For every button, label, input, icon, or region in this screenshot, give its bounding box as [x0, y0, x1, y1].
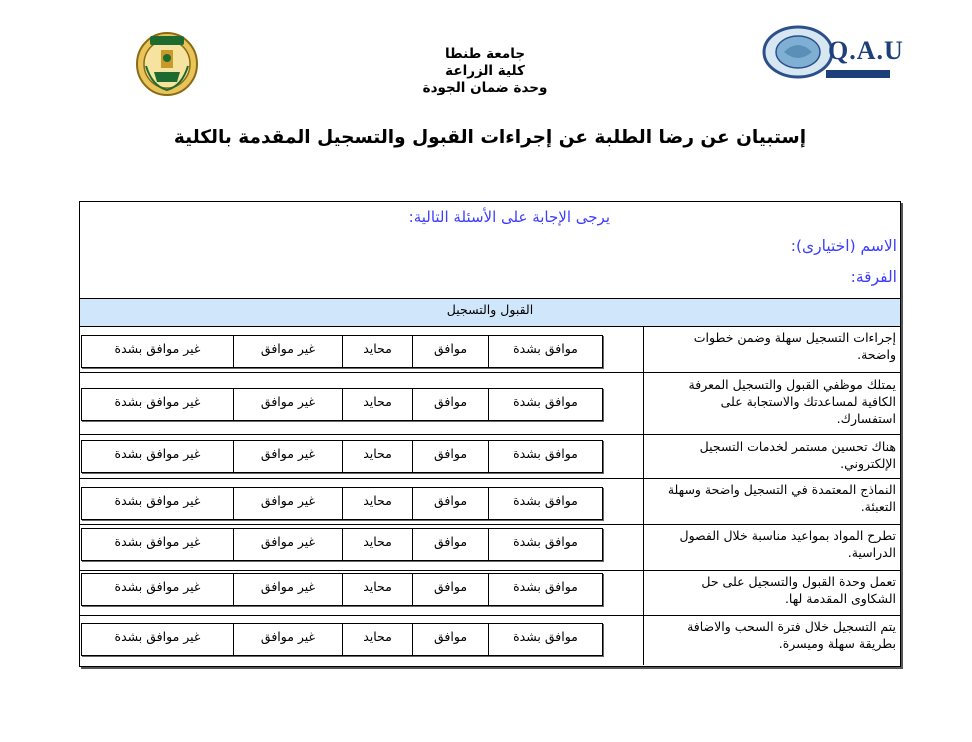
rating-option[interactable]: موافق بشدة — [488, 441, 602, 472]
question-text: يتم التسجيل خلال فترة السحب والاضافة بطريقة سهلة وميسرة. — [687, 619, 896, 651]
rating-options — [81, 388, 603, 421]
rating-option[interactable]: غير موافق بشدة — [114, 629, 201, 644]
question-divider — [643, 615, 644, 665]
rating-option[interactable]: غير موافق — [233, 336, 342, 367]
question-text: النماذج المعتمدة في التسجيل واضحة وسهلة التعبئة. — [667, 482, 896, 514]
question-divider — [643, 372, 644, 434]
university-seal-logo — [134, 28, 200, 98]
question-text: تعمل وحدة القبول والتسجيل على حل الشكاوى المقدمة لها. — [701, 574, 896, 606]
rating-option[interactable]: محايد — [342, 336, 412, 367]
rating-option[interactable]: موافق — [412, 389, 488, 420]
name-field-label[interactable]: الاسم (اختيارى): — [790, 237, 897, 255]
question-divider — [643, 570, 644, 615]
rating-option[interactable]: موافق بشدة — [488, 336, 602, 367]
survey-form-frame — [79, 201, 901, 667]
rating-option[interactable]: غير موافق بشدة — [114, 579, 201, 594]
rating-option[interactable]: محايد — [342, 574, 412, 605]
rating-option[interactable]: موافق بشدة — [488, 624, 602, 655]
rating-option[interactable]: غير موافق بشدة — [114, 394, 201, 409]
survey-title: إستبيان عن رضا الطلبة عن إجراءات القبول والتسجيل المقدمة بالكلية — [173, 127, 807, 148]
question-divider — [643, 434, 644, 478]
rating-options — [81, 528, 603, 561]
rating-option[interactable]: غير موافق — [233, 389, 342, 420]
question-row — [80, 615, 900, 665]
rating-options — [81, 335, 603, 368]
rating-option[interactable]: موافق بشدة — [488, 574, 602, 605]
rating-options — [81, 487, 603, 520]
rating-option[interactable]: غير موافق بشدة — [114, 493, 201, 508]
rating-options — [81, 573, 603, 606]
rating-option[interactable]: موافق بشدة — [488, 389, 602, 420]
question-row — [80, 434, 900, 479]
question-divider — [643, 524, 644, 570]
question-row — [80, 326, 900, 373]
question-divider — [643, 478, 644, 524]
rating-option[interactable]: محايد — [342, 624, 412, 655]
rating-options — [81, 623, 603, 656]
rating-options — [81, 440, 603, 473]
quality-unit-name: وحدة ضمان الجودة — [422, 80, 548, 96]
faculty-name: كلية الزراعة — [445, 63, 525, 79]
rating-option[interactable]: غير موافق — [233, 441, 342, 472]
rating-option[interactable]: موافق — [412, 488, 488, 519]
rating-option[interactable]: موافق — [412, 574, 488, 605]
institution-header — [380, 46, 590, 97]
question-row — [80, 372, 900, 435]
rating-option[interactable]: موافق — [412, 441, 488, 472]
rating-option[interactable]: محايد — [342, 389, 412, 420]
question-row — [80, 478, 900, 525]
question-text: إجراءات التسجيل سهلة وضمن خطوات واضحة. — [693, 330, 896, 362]
qau-logo — [762, 24, 904, 82]
rating-option[interactable]: محايد — [342, 488, 412, 519]
rating-option[interactable]: محايد — [342, 529, 412, 560]
question-divider — [643, 326, 644, 372]
rating-option[interactable]: موافق — [412, 624, 488, 655]
rating-option[interactable]: موافق بشدة — [488, 488, 602, 519]
rating-option[interactable]: موافق — [412, 529, 488, 560]
rating-option[interactable]: غير موافق — [233, 624, 342, 655]
question-text: هناك تحسين مستمر لخدمات التسجيل الإلكتروني. — [699, 439, 896, 471]
rating-option[interactable]: غير موافق — [233, 574, 342, 605]
rating-option[interactable]: غير موافق بشدة — [114, 446, 201, 461]
question-text: يمتلك موظفي القبول والتسجيل المعرفة الكافية لمساعدتك والاستجابة على استفسارك. — [688, 377, 896, 426]
year-field-label[interactable]: الفرقة: — [850, 268, 897, 286]
rating-option[interactable]: غير موافق بشدة — [114, 341, 201, 356]
rating-option[interactable]: موافق بشدة — [488, 529, 602, 560]
question-row — [80, 570, 900, 616]
rating-option[interactable]: موافق — [412, 336, 488, 367]
question-text: تطرح المواد بمواعيد مناسبة خلال الفصول الدراسية. — [679, 528, 896, 560]
rating-option[interactable]: محايد — [342, 441, 412, 472]
rating-option[interactable]: غير موافق — [233, 488, 342, 519]
section-header: القبول والتسجيل — [80, 298, 900, 327]
rating-option[interactable]: غير موافق بشدة — [114, 534, 201, 549]
rating-option[interactable]: غير موافق — [233, 529, 342, 560]
university-name: جامعة طنطا — [444, 46, 526, 62]
instruction-text: يرجى الإجابة على الأسئلة التالية: — [408, 208, 610, 226]
question-row — [80, 524, 900, 571]
qau-logo-text: Q.A.U — [828, 36, 904, 65]
